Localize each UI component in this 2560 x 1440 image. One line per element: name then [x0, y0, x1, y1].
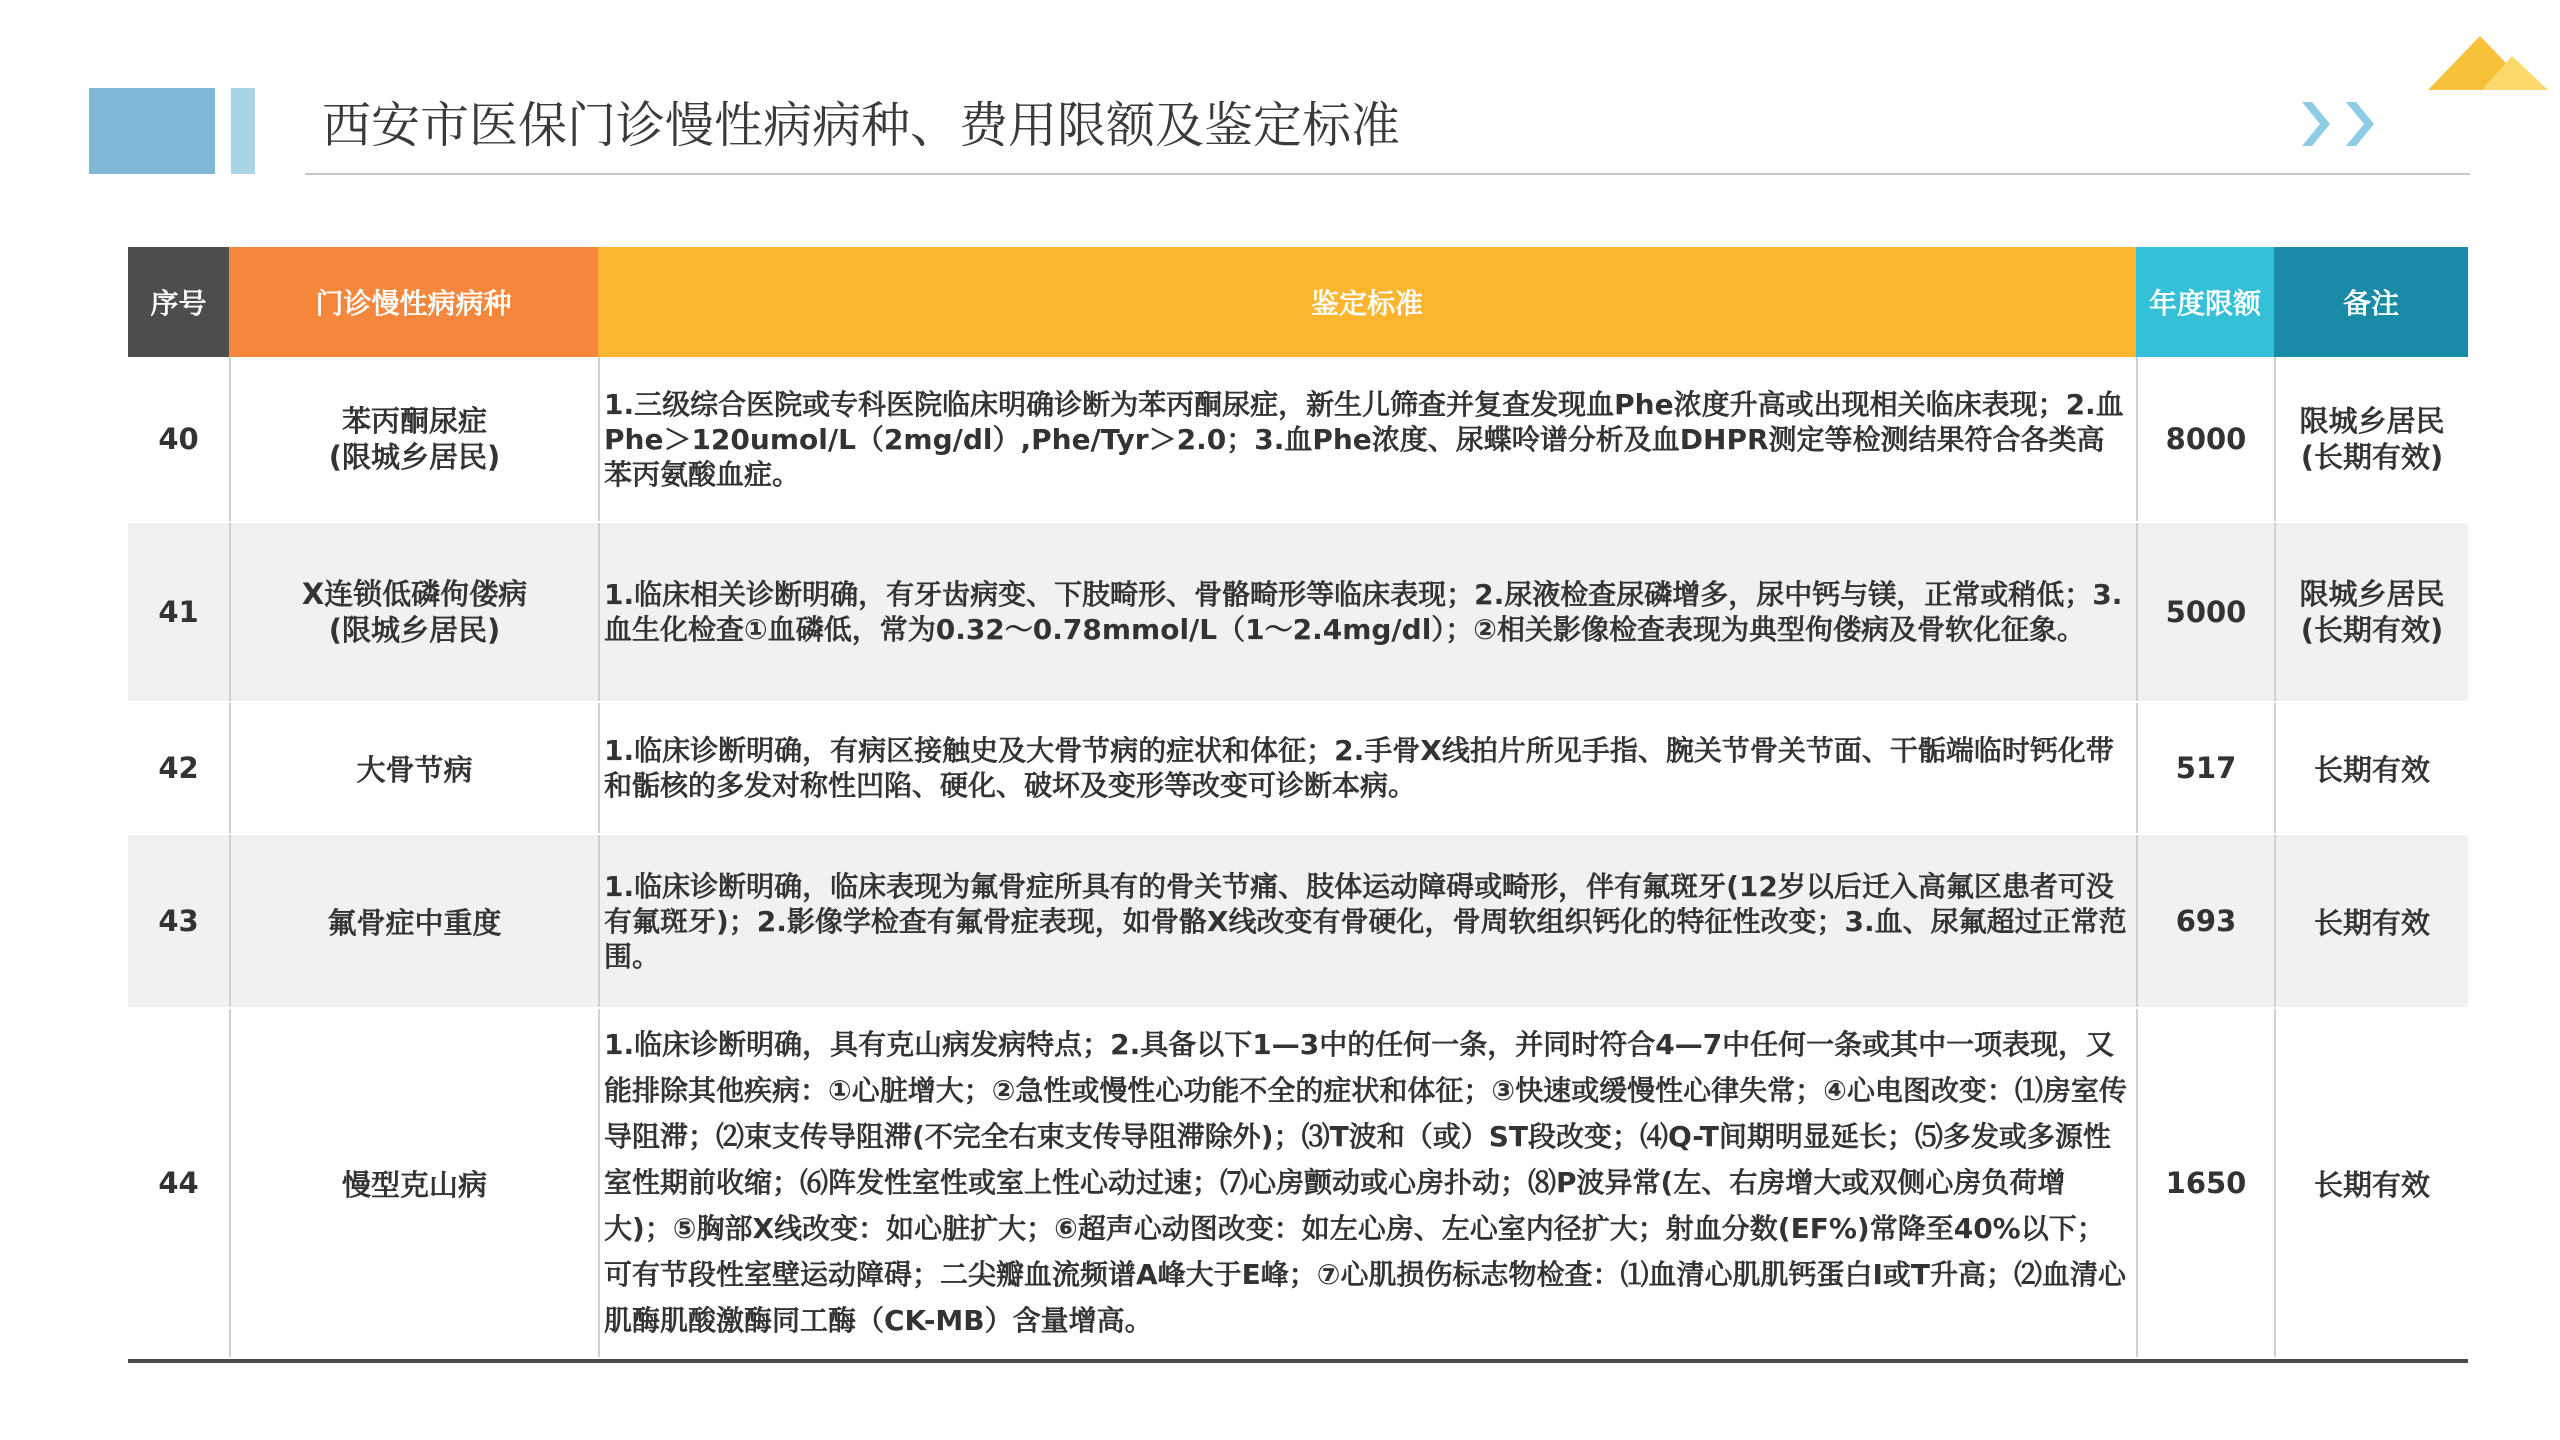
column-header-disease: 门诊慢性病病种: [229, 247, 598, 357]
row-disease: 苯丙酮尿症 (限城乡居民): [328, 404, 501, 474]
row-disease: 氟骨症中重度: [229, 835, 598, 1007]
table-row: [128, 1009, 2468, 1359]
mountain-decoration-icon: [2420, 30, 2550, 94]
row-note: 长期有效: [2274, 703, 2468, 833]
row-disease: 慢型克山病: [229, 1009, 598, 1357]
table-header-row: [128, 247, 2468, 357]
row-limit: 1650: [2136, 1009, 2274, 1357]
column-header-note: 备注: [2274, 247, 2468, 357]
table-row: [128, 703, 2468, 835]
row-note: 限城乡居民 (长期有效): [2299, 404, 2445, 474]
row-seq: 43: [158, 904, 199, 938]
row-criteria: 1.三级综合医院或专科医院临床明确诊断为苯丙酮尿症，新生儿筛查并复查发现血Phe浓度升高或出现相关临床表现；2.血Phe＞120umol/L（2mg/dl）,Phe/Tyr＞2.0；3.血Phe浓度、尿蝶呤谱分析及血DHPR测定等检测结果符合各类高苯丙氨酸血症。: [604, 387, 2124, 491]
row-seq: 40: [158, 422, 199, 456]
page-title: 西安市医保门诊慢性病病种、费用限额及鉴定标准: [322, 97, 1401, 154]
header-accent-bar: [231, 88, 255, 174]
column-header-criteria: 鉴定标准: [598, 247, 2136, 357]
row-criteria: 1.临床诊断明确，有病区接触史及大骨节病的症状和体征；2.手骨X线拍片所见手指、腕关节骨关节面、干骺端临时钙化带和骺核的多发对称性凹陷、硬化、破坏及变形等改变可诊断本病。: [604, 734, 2114, 802]
header-accent-block: [89, 88, 215, 174]
row-limit: 8000: [2136, 357, 2274, 521]
row-note: 长期有效: [2274, 1009, 2468, 1357]
row-criteria: 1.临床诊断明确，临床表现为氟骨症所具有的骨关节痛、肢体运动障碍或畸形，伴有氟斑牙(12岁以后迁入高氟区患者可没有氟斑牙)；2.影像学检查有氟骨症表现，如骨骼X线改变有骨硬化，骨周软组织钙化的特征性改变；3.血、尿氟超过正常范围。: [604, 869, 2127, 973]
chronic-disease-table: [128, 247, 2468, 1363]
double-chevron-right-icon: [2290, 96, 2400, 152]
table-row: [128, 523, 2468, 703]
title-divider: [305, 173, 2470, 175]
row-limit: 517: [2136, 703, 2274, 833]
row-seq: 41: [158, 595, 199, 629]
row-disease: 大骨节病: [229, 703, 598, 833]
row-criteria: 1.临床诊断明确，具有克山病发病特点；2.具备以下1—3中的任何一条，并同时符合4—7中任何一条或其中一项表现，又能排除其他疾病：①心脏增大；②急性或慢性心功能不全的症状和体征；③快速或缓慢性心律失常；④心电图改变：⑴房室传导阻滞；⑵束支传导阻滞(不完全右束支传导阻滞除外)；⑶T波和（或）ST段改变；⑷Q-T间期明显延长；⑸多发或多源性室性期前收缩；⑹阵发性室性或室上性心动过速；⑺心房颤动或心房扑动；⑻P波异常(左、右房增大或双侧心房负荷增大)；⑤胸部X线改变：如心脏扩大；⑥超声心动图改变：如左心房、左心室内径扩大；射血分数(EF%)常降至40%以下；可有节段性室壁运动障碍；二尖瓣血流频谱A峰大于E峰；⑦心肌损伤标志物检查：⑴血清心肌肌钙蛋白Ⅰ或T升高；⑵血清心肌酶肌酸激酶同工酶（CK-MB）含量增高。: [604, 1028, 2127, 1337]
row-seq: 44: [158, 1166, 199, 1200]
row-limit: 693: [2136, 835, 2274, 1007]
row-note: 限城乡居民 (长期有效): [2299, 577, 2445, 647]
table-row: [128, 835, 2468, 1009]
table-row: [128, 357, 2468, 523]
column-header-seq: 序号: [128, 247, 229, 357]
row-note: 长期有效: [2274, 835, 2468, 1007]
row-disease: X连锁低磷佝偻病 (限城乡居民): [301, 577, 528, 647]
row-criteria: 1.临床相关诊断明确，有牙齿病变、下肢畸形、骨骼畸形等临床表现；2.尿液检查尿磷增多，尿中钙与镁，正常或稍低；3.血生化检查①血磷低，常为0.32～0.78mmol/L（1～2.4mg/dl）；②相关影像检查表现为典型佝偻病及骨软化征象。: [604, 578, 2123, 646]
row-limit: 5000: [2136, 523, 2274, 701]
row-seq: 42: [158, 751, 199, 785]
column-header-limit: 年度限额: [2136, 247, 2274, 357]
